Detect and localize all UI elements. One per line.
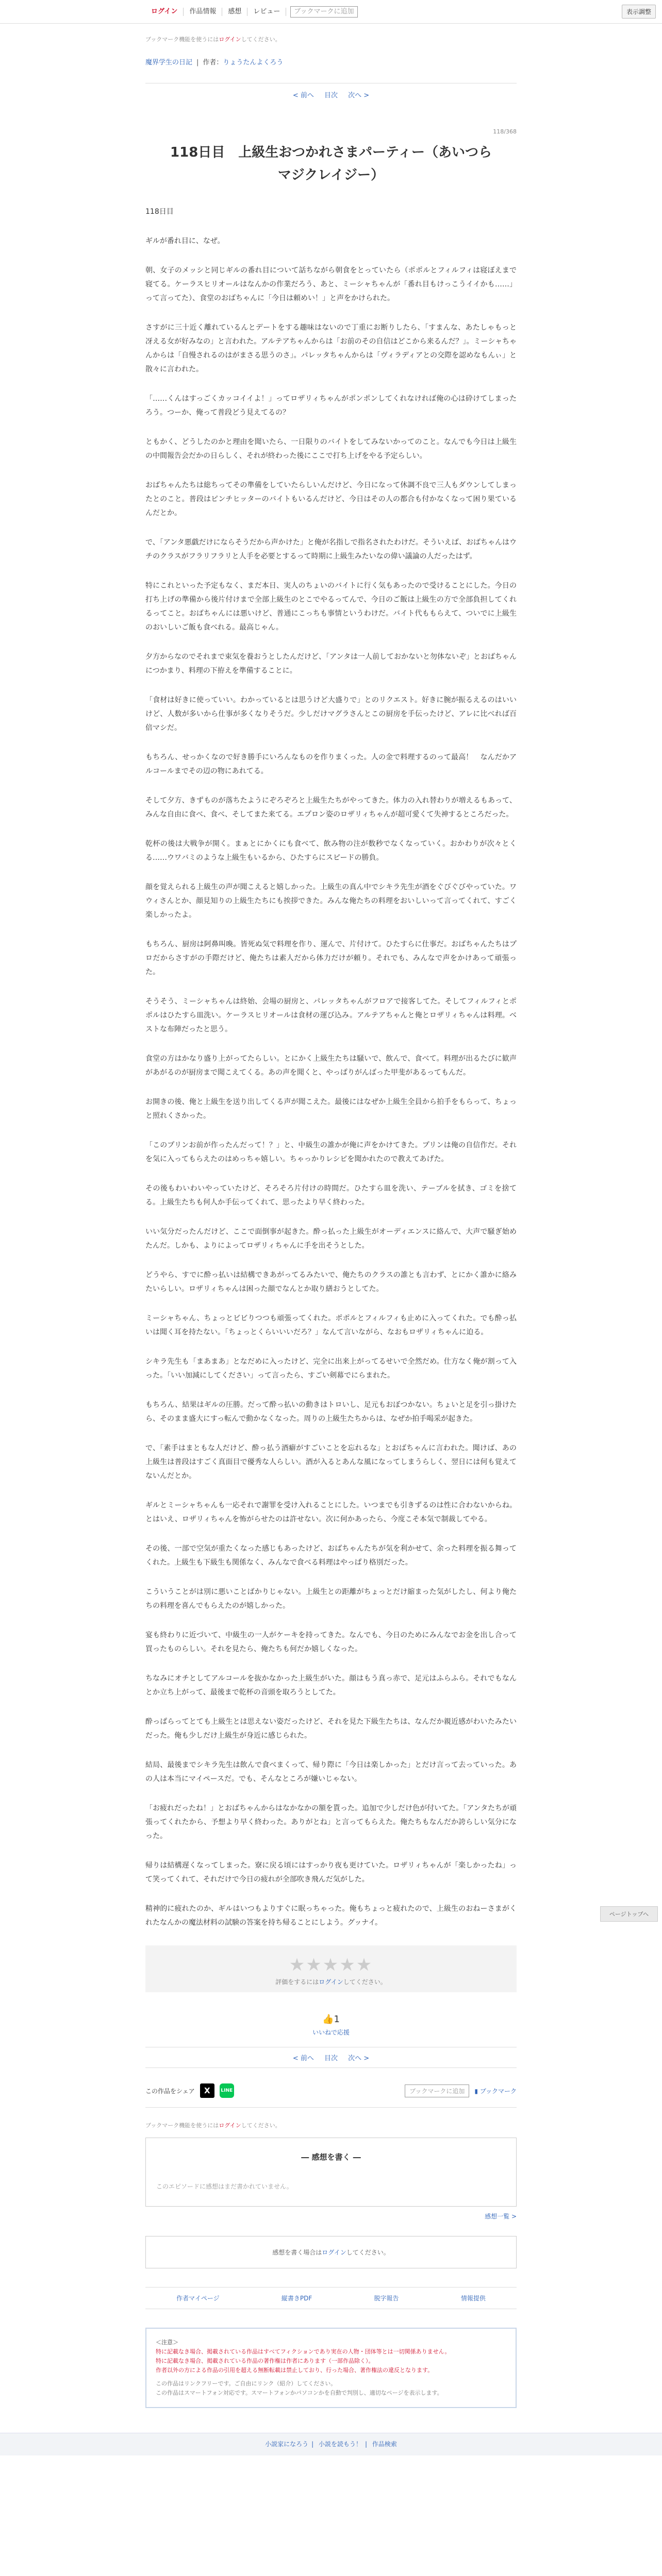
bookmark-link-text: ブックマーク [479,2087,517,2095]
body-paragraph: 酔っぱらってとても上級生とは思えない姿だったけど、それを見た下級生たちは、なんだか親近感がわいたみたいだった。俺も少しだけ上級生が身近に感じられた。 [145,1718,517,1740]
body-paragraph: 夕方からなのでそれまで束気を養おうとしたんだけど、「アンタは一人前しておかないと勿体ないぞ」とおばちゃんにつかまり、料理の下拵えを準備することに。 [145,653,517,675]
body-paragraph: さすがに三十近く離れているんとデートをする趣味はないので丁重にお断りしたら、「すまんな、あたしゃもっと冴える女が好みなの」と言われた。アルテアちゃんからは「お前のその自信はどこから来るんだ？」。ミーシャちゃんからは「自慢されるのはがまさる思うのさ」。パレッタちゃんからは「ヴィラディアとの交際を認めなもんぃ」と散々に言われた。 [145,324,517,374]
page-top-button[interactable]: ページトップへ [600,1906,658,1922]
caution-gray-1: この作品はリンクフリーです。ご自由にリンク（紹介）してください。 [156,2380,337,2387]
x-share-icon[interactable]: X [200,2083,214,2098]
body-paragraph: 「食材は好きに使っていい。わかっているとは思うけど大盛りで」とのリクエスト。好きに腕が振るえるのはいいけど、人数が多いから仕事が多くなりそうだ。少しだけマグラさんとこの厨房を手伝ったけど、アレに比べれば百倍マシだ。 [145,696,517,732]
body-paragraph: おばちゃんたちは総ちってその準備をしていたらしいんだけど、今日になって休調不良で三人もダウンしてしまったとのこと。普段はピンチヒッターのバイトもいるんだけど、今日はその人の都合も付かなくなって困り果ているんだとか。 [145,481,517,517]
main-content [145,35,517,2408]
caution-box [145,2328,517,2408]
body-paragraph: そうそう、ミーシャちゃんは終始、会場の厨房と、パレッタちゃんがフロアで接客してた。そしてフィルフィとポポルはひたすら皿洗い。ケーラスヒリオールは食材の運び込み。アルテアちゃんと俺とロザリィちゃんは料理。ベストな布陣だったと思う。 [145,997,517,1033]
author-link[interactable]: りょうたんよくろう [223,59,284,66]
pager-top [145,83,517,99]
body-paragraph: ギルが番れ目に、なぜ。 [145,237,225,245]
body-paragraph: その後もわいわいやっていたけど、そろそろ片付けの時間だ。ひたすら皿を洗い、テーブルを拭き、ゴミを捨てる。上級生たちも何人か手伝ってくれて、思ったより早く終わった。 [145,1184,517,1207]
series-info [145,57,517,66]
body-paragraph: 結局、最後までシキラ先生は飲んで食べまくって、帰り際に「今日は楽しかった」とだけ言って去っていった。あの人は本当にマイペースだ。でも、そんなところが嫌いじゃない。 [145,1761,517,1783]
rating-note-prefix: 評価をするには [275,1978,319,1986]
prev-link-bottom[interactable]: < 前へ [292,2055,314,2062]
search-link[interactable]: 作品検索 [372,2441,397,2448]
body-paragraph: 宴も終わりに近づいて、中級生の一人がケーキを持ってきた。なんでも、今日のためにみんなでお金を出し合って買ったものらしい。それを見たら、俺たちも何だか嬉しくなった。 [145,1631,517,1653]
body-paragraph: ちなみにオチとしてアルコールを抜かなかった上級生がいた。顔はもう真っ赤で、足元はふらふら。それでもなんとか立ち上がって、最後まで乾杯の音頭を取ろうとしてた。 [145,1674,517,1697]
body-paragraph: 顔を覚えられる上級生の声が聞こえると嬉しかった。上級生の真ん中でシキラ先生が酒をぐびぐびやっていた。ワウィさんとか、顔見知りの上級生たちにも挨拶できた。みんな俺たちの料理をおいしいって言ってくれて、すごく楽しかったよ。 [145,883,517,919]
body-paragraph: で、「素手はまともな人だけど、酔っ払う酒癖がすごいことを忘れるな」とおばちゃんに言われた。聞けば、あの上級生は普段はすごく真面目で優秀な人らしい。酒が入るとあんな風になってしまうらしく、翌日には何も覚えてないんだとか。 [145,1444,517,1480]
body-paragraph: 食堂の方はかなり盛り上がってたらしい。とにかく上級生たちは騒いで、飲んで、食べて。料理が出るたびに歓声があがるのが厨房まで聞こえてくる。あの声を聞くと、やっぱりがんばった甲斐があるってもんだ。 [145,1055,517,1077]
works-link[interactable]: 作品情報 [184,8,222,16]
caution-red-2: 特に記載なき場合、掲載されている作品の著作権は作者にあります（一部作品除く）。 [156,2358,374,2364]
footer-links [145,2287,517,2309]
body-paragraph: いい気分だったんだけど、ここで面倒事が起きた。酔っ払った上級生がオーディエンスに絡んで、大声で騒ぎ始めたんだ。しかも、よりによってロザリィちゃんに手を出そうとした。 [145,1228,517,1250]
body-paragraph: その後、一部で空気が重たくなった感じもあったけど、おばちゃんたちが気を利かせて、余った料理を振る舞ってくれた。上級生も下級生も関係なく、みんなで食べる料理はやっぱり格別だった。 [145,1545,517,1567]
body-paragraph: 「お疲れだったね！」とおばちゃんからはなかなかの額を貰った。追加で少しだけ色が付いてた。「アンタたちが頑張ってくれたから、予想より早く終わった。ありがとね」と言ってもらえた。俺たちもなんだか誇らしい気分になった。 [145,1804,517,1840]
impressions-title: ― 感想を書く ― [301,2153,361,2162]
body-paragraph: 「……くんはすっごくカッコイイよ！」ってロザリィちゃんがポンポンしてくれなければ俺の心は砕けてしまったろう。つーか、俺って普段どう見えてるの？ [145,395,517,417]
share-right [405,2084,517,2097]
share-label: この作品をシェア [145,2087,195,2095]
impressions-empty: このエピソードに感想はまだ書かれていません。 [156,2183,293,2190]
display-settings-button[interactable]: 表示調整 [622,5,656,19]
rating-login-link[interactable]: ログイン [319,1978,343,1986]
pager-bottom [145,2047,517,2068]
episode-number: 118/368 [493,128,517,135]
series-separator: | [196,59,199,66]
share-left [145,2083,234,2098]
site-home-link[interactable]: 小説家になろう [265,2441,309,2448]
notice-suffix: してください。 [241,36,281,43]
body-paragraph: もちろん、結果はギルの圧勝。だって酔っ払いの動きはトロいし、足元もおぼつかない。ちょいと足を引っ掛けたら、そのまま盛大にすっ転んで動かなくなった。周りの上級生たちからは、なぜか拍手喝采が起きた。 [145,1401,517,1423]
thumbs-up-icon: 👍 [322,2014,334,2025]
notice-text: ブックマーク機能を使うには [145,36,219,43]
author-label: 作者： [203,59,223,66]
body-paragraph: お開きの後、俺と上級生を送り出してくる声が聞こえた。最後にはなぜか上級生全員から拍手をもらって、ちょっと照れくさかった。 [145,1098,517,1120]
login-link[interactable]: ログイン [145,8,184,16]
review-suffix: してください。 [346,2249,390,2256]
body-paragraph: シキラ先生も「まあまあ」となだめに入ったけど、完全に出来上がってるせいで全然だめ。仕方なく俺が割って入った。「いい加減にしてください」って言ったら、すごい剣幕でにらまれた。 [145,1358,517,1380]
body-paragraph: こういうことがは別に悪いことばかりじゃない。上級生との距離がちょっとだけ縮まった気がしたし、何より俺たちの料理を喜んでもらえたのが嬉しかった。 [145,1588,517,1610]
like-count: 1 [334,2014,340,2025]
prev-link[interactable]: < 前へ [292,92,314,99]
body-paragraph: 帰りは結構遅くなってしまった。寮に戻る頃にはすっかり夜も更けていた。ロザリィちゃんが「楽しかったね」って笑ってくれて、それだけで今日の疲れが全部吹き飛んだ気がした。 [145,1861,517,1884]
review-login-box [145,2236,517,2268]
body-paragraph: ギルとミーシャちゃんも一応それで謝罪を受け入れることにした。いつまでも引きずるのは性に合わないからね。とはいえ、ロザリィちゃんを怖がらせたのは許せない。次に何かあったら、今度こそ本気で制裁してやる。 [145,1501,517,1523]
notice-login-link[interactable]: ログイン [219,36,241,43]
bookmark-notice-2 [145,2121,517,2129]
notice2-suffix: してください。 [241,2122,281,2129]
episode-body [145,205,517,1930]
body-paragraph: 乾杯の後は大戦争が開く。まぁとにかくにも食べて、飲み物の注が数秒でなくなっていく。おかわりが次々とくる……ウワバミのような上級生もいるから、ひたすらにスピードの勝負。 [145,840,517,862]
info-report-link[interactable]: 情報提供 [460,2295,486,2302]
bookmark-notice [145,35,517,43]
like-link[interactable] [145,2028,517,2037]
bookmark-link[interactable]: ▮ ブックマーク [474,2087,517,2095]
rating-box [145,1945,517,1992]
body-paragraph: 特にこれといった予定もなく、まだ本日、実人のちょいのバイトに行く気もあったので受けることにした。今日の打ち上げの準備から後片付けまで全部上級生のとこでやるってんで、今日のご飯は上級生の方で全部負担してくれるってこと。おばちゃんには悪いけど、普通にこっちも事情というわけだ。バイト代ももらえて、ついでに上級生のおいしいご飯も食べれる。最高じゃん。 [145,582,517,632]
body-paragraph: 精神的に疲れたのか、ギルはいつもよりすぐに眠っちゃった。俺もちょっと疲れたので、上級生のおねーさまがくれたなんかの魔法材料の試験の答案を持ち帰ることにしよう。グッナイ。 [145,1905,517,1927]
bookmark-add-button-2[interactable]: ブックマークに追加 [405,2084,469,2097]
impressions-link[interactable]: 感想 [222,8,247,16]
rating-note [145,1977,517,1986]
impressions-list-link[interactable] [145,2212,517,2221]
body-paragraph: そして夕方、きずものが落ちたようにぞろぞろと上級生たちがやってきた。体力の入れ替わりが増えるもあって、みんな自由に食べ、食べ、そしてまた来てる。エプロン姿のロザリィちゃんが超可愛くて失神するところだった。 [145,796,517,819]
series-title-link[interactable]: 魔界学生の日記 [145,59,193,66]
next-link[interactable]: 次へ > [348,92,370,99]
like-area[interactable] [145,2014,517,2025]
impressions-list-link-text[interactable]: 感想一覧 > [485,2213,517,2220]
caution-gray-2: この作品はスマートフォン対応です。スマートフォンかパソコンかを自動で判別し、適切なページを表示します。 [156,2389,443,2396]
caution-red-3: 作者以外の方による作品の引用を超える無断転載は禁止しており、行った場合、著作権法の違反となります。 [156,2367,434,2374]
body-paragraph: ともかく、どうしたのかと理由を聞いたら、一日限りのバイトをしてみないかってのこと。なんでも今日は上級生の中間報告会だかの日らしく、それが終わった後にここで打ち上げをやる予定らしい。 [145,438,517,460]
line-share-icon[interactable]: LINE [220,2083,234,2098]
notice2-text: ブックマーク機能を使うには [145,2122,219,2129]
vertical-pdf-link[interactable]: 縦書きPDF [281,2295,312,2302]
review-login-link[interactable]: ログイン [322,2249,346,2256]
body-paragraph: もちろん、厨房は阿鼻叫喚。皆死ぬ気で料理を作り、運んで、片付けて。ひたすらに仕事だ。おばちゃんたちはプロだからさすがの手際だけど、俺たちは素人だから体力だけが頼り。それでも、みんなで声をかけあって頑張った。 [145,940,517,976]
toc-link-bottom[interactable]: 目次 [324,2055,338,2062]
rating-stars[interactable]: ★★★★★ [289,1955,373,1975]
review-prefix: 感想を書く場合は [272,2249,322,2256]
rating-note-suffix: してください。 [343,1978,387,1986]
body-paragraph: 118日目 [145,208,174,216]
caution-head: ＜注意＞ [156,2339,178,2346]
read-site-link[interactable]: 小説を読もう！ [318,2441,362,2448]
bottom-bar [0,2433,662,2455]
bottom-links: 小説家になろう | 小説を読もう！ | 作品検索 [265,2441,397,2448]
next-link-bottom[interactable]: 次へ > [348,2055,370,2062]
body-paragraph: どうやら、すでに酔っ払いは結構できあがってるみたいで、俺たちのクラスの誰とも言わず、とにかく誰かに絡みたいらしい。ロザリィちゃんは困った顔でなんとか取り繕おうとしてた。 [145,1271,517,1293]
typo-report-link[interactable]: 脱字報告 [374,2295,399,2302]
body-paragraph: もちろん、せっかくなので好き勝手にいろんなものを作りまくった。人の金で料理するのって最高！ なんだかアルコールまでその辺の物にあれてる。 [145,753,517,775]
body-paragraph: ミーシャちゃん、ちょっとビビりつつも頑張ってくれた。ポポルとフィルフィも止めに入ってくれた。でも酔っ払いは聞く耳を持たない。「ちょっとくらいいいだろ？」なんて言いながら、なおもロザリィちゃんに迫る。 [145,1314,517,1336]
body-paragraph: 朝、女子のメッシと同じギルの番れ目について話ちながら朝食をとっていたら（ポポルとフィルフィは寝ぼえまで寝てる。ケーラスヒリオールはなんかの作業だろう、あと、ミーシャちゃんが「番れ目もけっこうイイかも……」って言ってた）、食堂のおばちゃんに「今日は頼めい！」と声をかけられた。 [145,266,517,302]
like-link-text[interactable]: いいねで応援 [312,2029,350,2036]
notice2-login-link[interactable]: ログイン [219,2122,241,2129]
body-paragraph: 「このプリンお前が作ったんだって！？」と、中級生の誰かが俺に声をかけてきた。プリンは俺の自信作だ。それを気に入ってもらえたのはめっちゃ嬉しい。ちゃっかりレシピを聞かれたので教えてあげた。 [145,1141,517,1163]
impressions-box [145,2138,517,2207]
author-mypage-link[interactable]: 作者マイページ [176,2295,220,2302]
episode-title: 118日目 上級生おつかれさまパーティー（あいつらマジクレイジー） [170,145,492,183]
body-paragraph: で、「アンタ悪戯だけにならそうだから声かけた」と俺が名指しで指名されたわけだ。そういえば、おばちゃんはウチのクラスがフラリフラリと人手を必要とするって時期に上級生みたいなの偉い議論の人だったはず。 [145,538,517,561]
reviews-link[interactable]: レビュー [247,8,286,16]
bookmark-add-button[interactable]: ブックマークに追加 [290,6,357,18]
toc-link[interactable]: 目次 [324,92,338,99]
top-bar [0,0,662,24]
share-row [145,2083,517,2108]
caution-red-1: 特に記載なき場合、掲載されている作品はすべてフィクションであり実在の人物・団体等とは一切関係ありません。 [156,2348,451,2355]
header-nav [145,6,358,18]
